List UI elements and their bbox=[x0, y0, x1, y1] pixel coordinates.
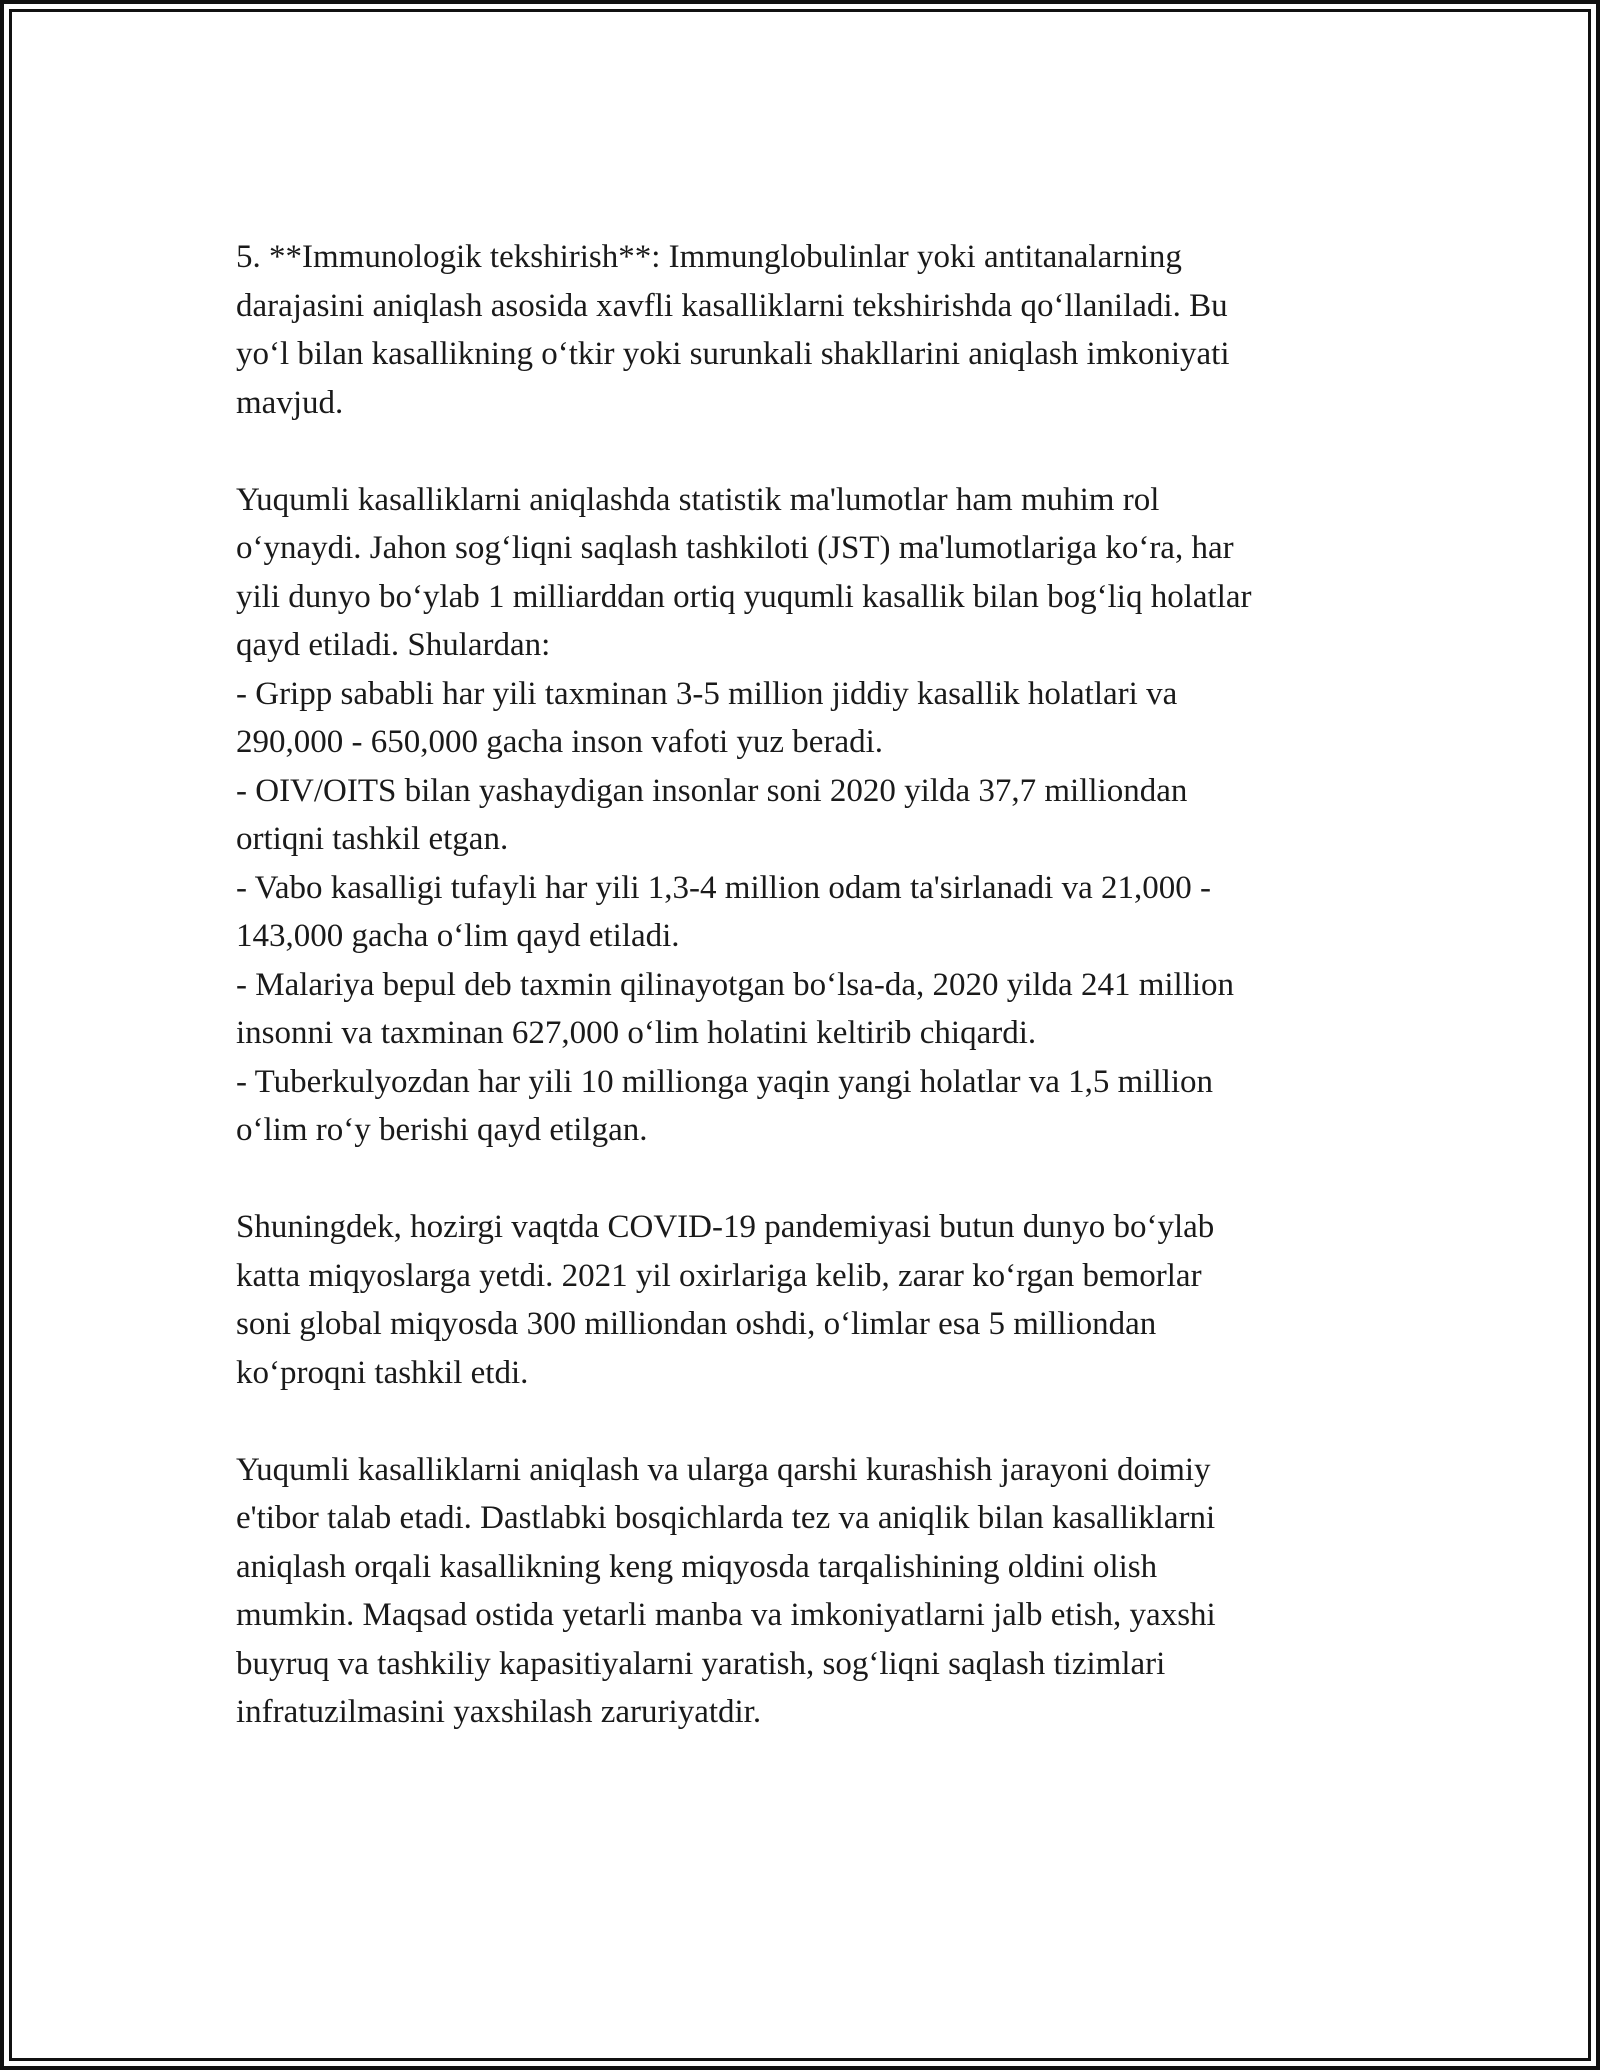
text-line: 5. **Immunologik tekshirish**: Immunglobulinlar yoki antitanalarning bbox=[236, 239, 1182, 275]
text-line: mumkin. Maqsad ostida yetarli manba va imkoniyatlarni jalb etish, yaxshi bbox=[236, 1597, 1216, 1633]
text-line: Shuningdek, hozirgi vaqtda COVID-19 pandemiyasi butun dunyo bo‘ylab bbox=[236, 1209, 1215, 1245]
text-line: yili dunyo bo‘ylab 1 milliarddan ortiq yuqumli kasallik bilan bog‘liq holatlar bbox=[236, 578, 1252, 615]
document-body bbox=[236, 233, 1376, 1737]
paragraph-spacer bbox=[236, 1155, 1376, 1204]
text-line: buyruq va tashkiliy kapasitiyalarni yaratish, sog‘liqni saqlash tizimlari bbox=[236, 1645, 1166, 1682]
text-line: o‘ynaydi. Jahon sog‘liqni saqlash tashkiloti (JST) ma'lumotlariga ko‘ra, har bbox=[236, 530, 1234, 566]
text-line: soni global miqyosda 300 milliondan oshdi, o‘limlar esa 5 milliondan bbox=[236, 1306, 1157, 1342]
text-line: aniqlash orqali kasallikning keng miqyosda tarqalishining oldini olish bbox=[236, 1548, 1158, 1585]
text-line: katta miqyoslarga yetdi. 2021 yil oxirlariga kelib, zarar ko‘rgan bemorlar bbox=[236, 1257, 1202, 1294]
list-item-line: - Gripp sababli har yili taxminan 3-5 million jiddiy kasallik holatlari va bbox=[236, 675, 1178, 712]
list-item-line: 290,000 - 650,000 gacha inson vafoti yuz beradi. bbox=[236, 724, 884, 760]
text-line: qayd etiladi. Shulardan: bbox=[236, 627, 551, 663]
list-item-line: - Tuberkulyozdan har yili 10 millionga yaqin yangi holatlar va 1,5 million bbox=[236, 1063, 1214, 1100]
text-line: yo‘l bilan kasallikning o‘tkir yoki surunkali shakllarini aniqlash imkoniyati bbox=[236, 336, 1230, 372]
paragraph-statistics bbox=[236, 476, 1376, 1155]
list-item-line: - OIV/OITS bilan yashaydigan insonlar soni 2020 yilda 37,7 milliondan bbox=[236, 772, 1188, 809]
text-line: ko‘proqni tashkil etdi. bbox=[236, 1354, 529, 1391]
list-item-line: ortiqni tashkil etgan. bbox=[236, 821, 509, 857]
paragraph-spacer bbox=[236, 427, 1376, 476]
list-item-line: 143,000 gacha o‘lim qayd etiladi. bbox=[236, 918, 680, 954]
text-line: darajasini aniqlash asosida xavfli kasalliklarni tekshirishda qo‘llaniladi. Bu bbox=[236, 287, 1228, 324]
paragraph-immunologic-testing bbox=[236, 233, 1376, 427]
paragraph-conclusion bbox=[236, 1446, 1376, 1737]
list-item-line: insonni va taxminan 627,000 o‘lim holatini keltirib chiqardi. bbox=[236, 1015, 1037, 1051]
text-line: Yuqumli kasalliklarni aniqlash va ularga qarshi kurashish jarayoni doimiy bbox=[236, 1451, 1211, 1488]
text-line: infratuzilmasini yaxshilash zaruriyatdir. bbox=[236, 1694, 762, 1730]
text-line: Yuqumli kasalliklarni aniqlashda statistik ma'lumotlar ham muhim rol bbox=[236, 481, 1160, 518]
list-item-line: - Vabo kasalligi tufayli har yili 1,3-4 million odam ta'sirlanadi va 21,000 - bbox=[236, 869, 1211, 906]
list-item-line: o‘lim ro‘y berishi qayd etilgan. bbox=[236, 1112, 648, 1148]
paragraph-spacer bbox=[236, 1397, 1376, 1446]
list-item-line: - Malariya bepul deb taxmin qilinayotgan bo‘lsa-da, 2020 yilda 241 million bbox=[236, 966, 1235, 1003]
paragraph-covid bbox=[236, 1203, 1376, 1397]
text-line: e'tibor talab etadi. Dastlabki bosqichlarda tez va aniqlik bilan kasalliklarni bbox=[236, 1500, 1216, 1536]
text-line: mavjud. bbox=[236, 384, 344, 421]
